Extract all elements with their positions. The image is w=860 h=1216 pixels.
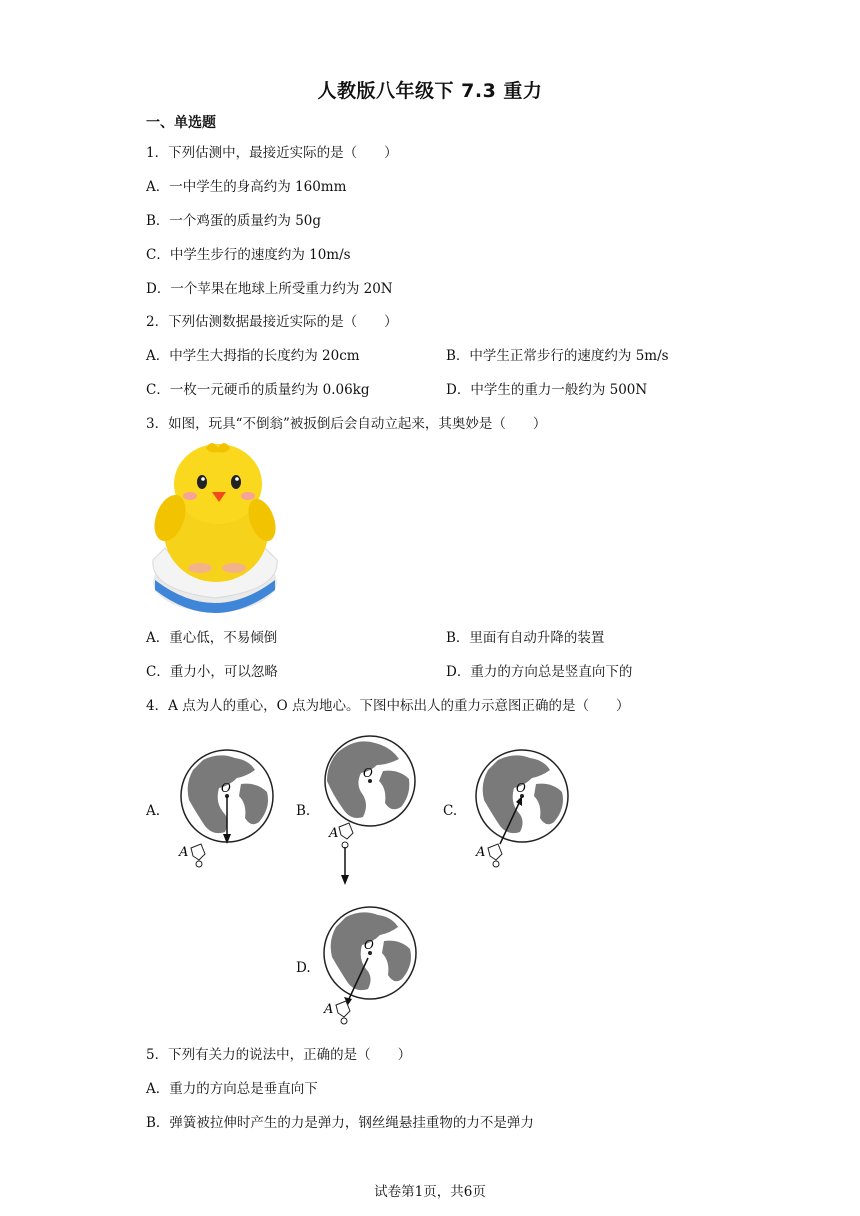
question-3-option-c: C．重力小，可以忽略 [146, 664, 278, 680]
center-point-label-o: O [363, 766, 373, 780]
question-1-option-d: D．一个苹果在地球上所受重力约为 20N [146, 281, 393, 297]
question-5-option-a: A．重力的方向总是垂直向下 [146, 1081, 318, 1097]
question-2-option-d: D．中学生的重力一般约为 500N [446, 382, 648, 398]
person-point-label-a: A [329, 826, 339, 841]
globe-diagram-a [175, 748, 285, 873]
globe-option-c-label: C. [443, 803, 458, 819]
question-2-option-c: C．一枚一元硬币的质量约为 0.06kg [146, 382, 370, 398]
question-5-stem: 5．下列有关力的说法中，正确的是（ ） [146, 1047, 412, 1063]
globe-option-a-label: A. [146, 803, 161, 819]
page-footer: 试卷第1页，共6页 [374, 1184, 486, 1200]
globe-option-b-label: B. [296, 803, 311, 819]
question-3-option-d: D．重力的方向总是竖直向下的 [446, 664, 633, 680]
question-1-stem: 1．下列估测中，最接近实际的是（ ） [146, 145, 398, 161]
globe-option-d-label: D. [296, 960, 311, 976]
question-2-option-b: B．中学生正常步行的速度约为 5m/s [446, 348, 669, 364]
question-1-option-a: A．一中学生的身高约为 160mm [146, 179, 347, 195]
question-2-stem: 2．下列估测数据最接近实际的是（ ） [146, 314, 398, 330]
person-point-label-a: A [179, 845, 189, 860]
question-5-option-b: B．弹簧被拉伸时产生的力是弹力，钢丝绳悬挂重物的力不是弹力 [146, 1115, 534, 1131]
question-3-option-b: B．里面有自动升降的装置 [446, 630, 605, 646]
question-1-option-c: C．中学生步行的速度约为 10m/s [146, 247, 351, 263]
globe-diagram-c [470, 748, 580, 873]
roly-poly-toy-image [150, 440, 280, 615]
person-point-label-a: A [476, 845, 486, 860]
center-point-label-o: O [221, 781, 231, 795]
section-heading: 一、单选题 [146, 115, 216, 131]
question-2-option-a: A．中学生大拇指的长度约为 20cm [146, 348, 360, 364]
page-title: 人教版八年级下 7.3 重力 [317, 80, 543, 102]
globe-diagram-b [315, 735, 425, 890]
question-4-stem: 4．A 点为人的重心，O 点为地心。下图中标出人的重力示意图正确的是（ ） [146, 698, 630, 714]
question-3-stem: 3．如图，玩具“不倒翁”被扳倒后会自动立起来，其奥妙是（ ） [146, 416, 547, 432]
globe-diagram-d [318, 905, 428, 1030]
center-point-label-o: O [364, 938, 374, 952]
question-1-option-b: B．一个鸡蛋的质量约为 50g [146, 213, 322, 229]
person-point-label-a: A [324, 1002, 334, 1017]
center-point-label-o: O [516, 781, 526, 795]
question-3-option-a: A．重心低，不易倾倒 [146, 630, 278, 646]
